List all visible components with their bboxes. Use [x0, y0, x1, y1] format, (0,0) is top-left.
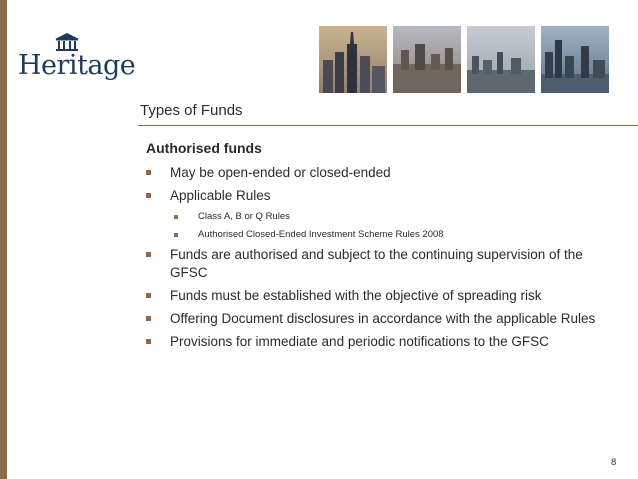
- bullet-square-icon: [174, 233, 178, 237]
- section-heading: Authorised funds: [146, 140, 262, 156]
- bullet-item: [144, 187, 614, 205]
- bullet-square-icon: [146, 252, 151, 257]
- city-photo: [319, 26, 387, 93]
- bullet-text: Funds must be established with the objective of spreading risk: [170, 288, 542, 303]
- bullet-square-icon: [146, 170, 151, 175]
- bullet-item: [144, 310, 614, 328]
- bullet-square-icon: [146, 339, 151, 344]
- sub-bullet-item: [144, 210, 614, 224]
- bullet-item: [144, 333, 614, 351]
- bullet-square-icon: [146, 193, 151, 198]
- bullet-square-icon: [174, 215, 178, 219]
- bullet-item: [144, 246, 614, 282]
- bullet-text: Applicable Rules: [170, 188, 271, 203]
- logo-text: Heritage: [18, 50, 136, 81]
- left-accent-bar: [0, 0, 7, 479]
- city-photo: [541, 26, 609, 93]
- heritage-logo: [18, 32, 136, 84]
- city-photo: [467, 26, 535, 93]
- bullet-item: [144, 164, 614, 182]
- bullet-list: [144, 164, 614, 356]
- bullet-item: [144, 287, 614, 305]
- sub-bullet-text: Authorised Closed-Ended Investment Scheme Rules 2008: [198, 229, 444, 240]
- city-photo: [393, 26, 461, 93]
- title-divider: [138, 125, 638, 126]
- bullet-text: Provisions for immediate and periodic notifications to the GFSC: [170, 334, 549, 349]
- bullet-text: Funds are authorised and subject to the continuing supervision of the GFSC: [170, 247, 583, 280]
- sub-bullet-text: Class A, B or Q Rules: [198, 211, 290, 222]
- bullet-text: May be open-ended or closed-ended: [170, 165, 391, 180]
- sub-bullet-item: [144, 228, 614, 242]
- slide-title: Types of Funds: [140, 102, 243, 119]
- bullet-text: Offering Document disclosures in accordance with the applicable Rules: [170, 311, 596, 326]
- bullet-square-icon: [146, 293, 151, 298]
- bullet-square-icon: [146, 316, 151, 321]
- page-number: 8: [611, 457, 617, 468]
- heritage-building-icon: [54, 32, 80, 52]
